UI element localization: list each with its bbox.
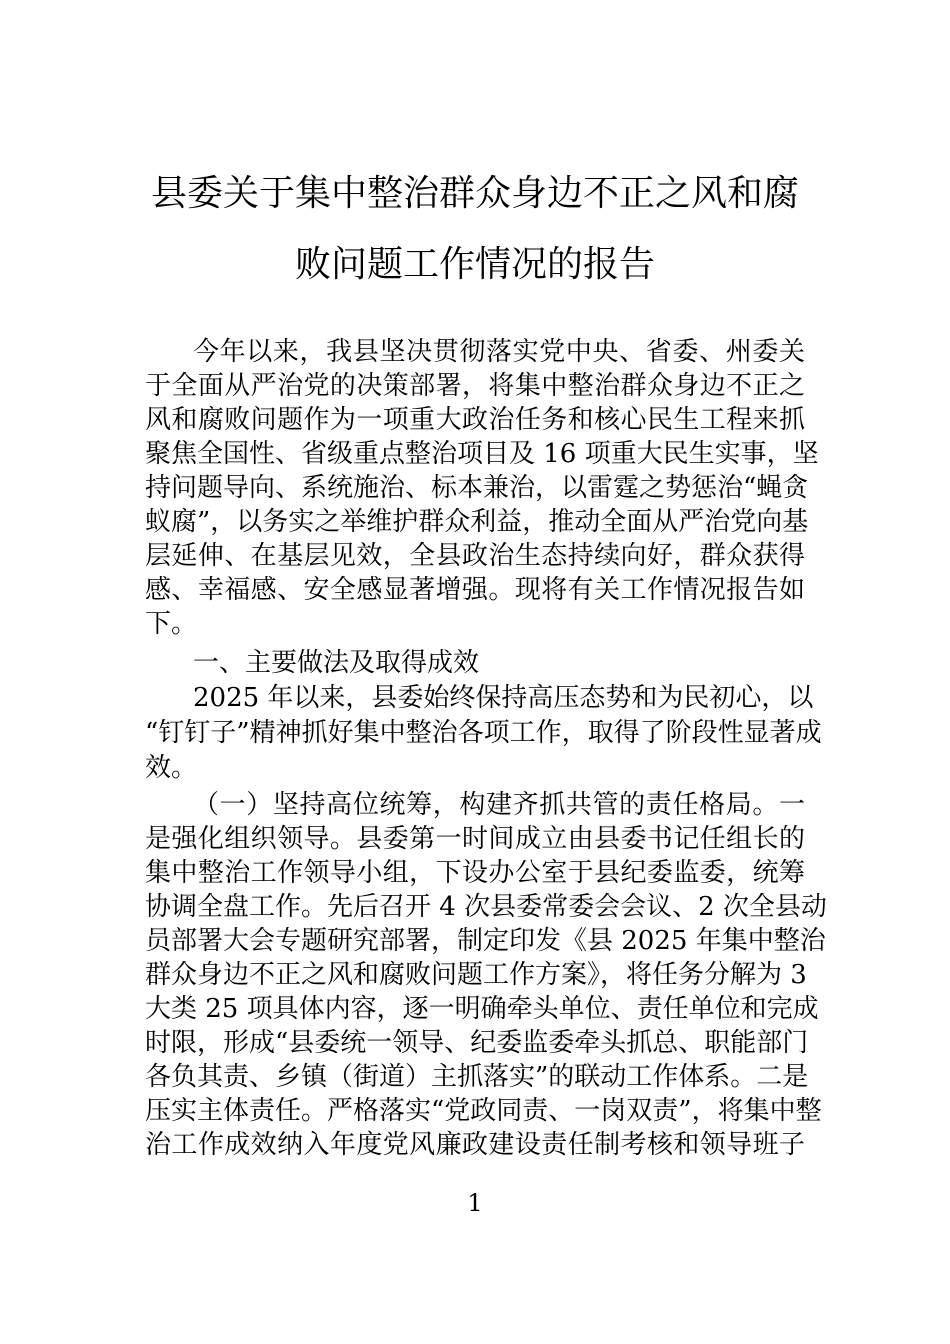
- paragraph-3-line-6: 群众身边不正之风和腐败问题工作方案》，将任务分解为 3: [145, 960, 807, 990]
- paragraph-3-line-1: （一）坚持高位统筹，构建齐抓共管的责任格局。一: [193, 790, 805, 820]
- paragraph-3-line-3: 集中整治工作领导小组，下设办公室于县纪委监委，统筹: [145, 858, 805, 888]
- page-number: 1: [467, 1189, 483, 1217]
- paragraph-3-line-5: 员部署大会专题研究部署，制定印发《县 2025 年集中整治: [145, 926, 826, 956]
- paragraph-3-line-7: 大类 25 项具体内容，逐一明确牵头单位、责任单位和完成: [145, 994, 819, 1024]
- document-title-line-2: 败问题工作情况的报告: [294, 244, 655, 285]
- paragraph-3-line-9: 各负其责、乡镇（街道）主抓落实”的联动工作体系。二是: [145, 1062, 809, 1092]
- paragraph-1-line-5: 持问题导向、系统施治、标本兼治，以雷霆之势惩治“蝇贪: [145, 473, 809, 503]
- paragraph-1-line-7: 层延伸、在基层见效，全县政治生态持续向好，群众获得: [145, 541, 805, 571]
- paragraph-1-line-9: 下。: [145, 609, 198, 639]
- paragraph-3-line-10: 压实主体责任。严格落实“党政同责、一岗双责”，将集中整: [145, 1096, 822, 1126]
- paragraph-3-line-2: 是强化组织领导。县委第一时间成立由县委书记任组长的: [145, 824, 805, 854]
- paragraph-1-line-8: 感、幸福感、安全感显著增强。现将有关工作情况报告如: [145, 575, 805, 605]
- document-title-line-1: 县委关于集中整治群众身边不正之风和腐: [150, 173, 799, 214]
- paragraph-1-line-6: 蚁腐”，以务实之举维护群众利益，推动全面从严治党向基: [145, 507, 809, 537]
- paragraph-1-line-3: 风和腐败问题作为一项重大政治任务和核心民生工程来抓: [145, 405, 805, 435]
- paragraph-2-line-3: 效。: [145, 753, 198, 783]
- paragraph-1-line-1: 今年以来，我县坚决贯彻落实党中央、省委、州委关: [193, 337, 805, 367]
- paragraph-1-line-2: 于全面从严治党的决策部署，将集中整治群众身边不正之: [145, 371, 805, 401]
- paragraph-2-line-2: “钉钉子”精神抓好集中整治各项工作，取得了阶段性显著成: [145, 718, 822, 748]
- paragraph-3-line-11: 治工作成效纳入年度党风廉政建设责任制考核和领导班子: [145, 1130, 805, 1160]
- paragraph-1-line-4: 聚焦全国性、省级重点整治项目及 16 项重大民生实事，坚: [145, 439, 819, 469]
- paragraph-2-line-1: 2025 年以来，县委始终保持高压态势和为民初心，以: [193, 683, 814, 713]
- section-heading-1: 一、主要做法及取得成效: [193, 648, 480, 678]
- paragraph-3-line-4: 协调全盘工作。先后召开 4 次县委常委会会议、2 次全县动: [145, 892, 827, 922]
- paragraph-3-line-8: 时限，形成“县委统一领导、纪委监委牵头抓总、职能部门: [145, 1028, 809, 1058]
